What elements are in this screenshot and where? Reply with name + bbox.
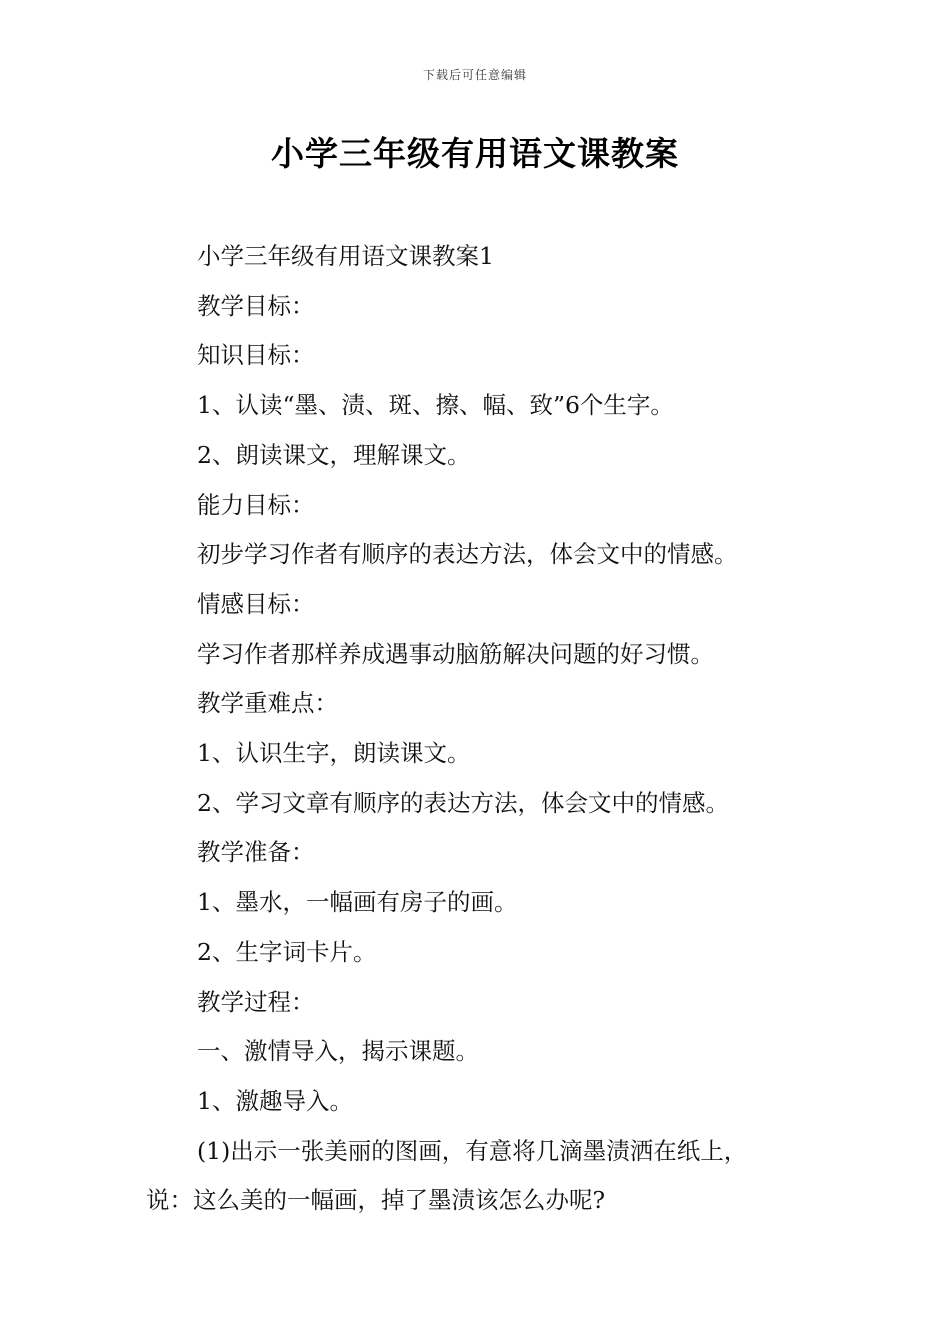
paragraph: 学习作者那样养成遇事动脑筋解决问题的好习惯。 [197,639,714,668]
paragraph: 能力目标： [197,490,315,519]
paragraph: (1)出示一张美丽的图画，有意将几滴墨渍洒在纸上， [197,1136,748,1165]
paragraph: 小学三年级有用语文课教案1 [197,242,494,270]
header-note: 下载后可任意编辑 [422,68,527,82]
paragraph: 教学目标： [197,291,315,320]
paragraph: 1、认识生字，朗读课文。 [197,739,471,768]
paragraph: 初步学习作者有顺序的表达方法，体会文中的情感。 [197,540,738,569]
paragraph: 教学准备： [197,838,315,867]
paragraph: 1、激趣导入。 [197,1086,353,1115]
paragraph: 情感目标： [197,589,315,618]
document-title: 小学三年级有用语文课教案 [271,134,679,173]
document-body [146,232,816,1226]
paragraph: 1、认读“墨、渍、斑、擦、幅、致”6个生字。 [197,391,674,420]
paragraph: 1、墨水，一幅画有房子的画。 [197,888,518,917]
paragraph: 一、激情导入，揭示课题。 [197,1037,479,1066]
paragraph: 教学过程： [197,987,315,1016]
paragraph-continuation: 说：这么美的一幅画，掉了墨渍该怎么办呢? [146,1186,606,1215]
paragraph: 2、生字词卡片。 [197,937,377,966]
paragraph: 知识目标： [197,341,315,370]
paragraph: 教学重难点： [197,689,338,718]
paragraph: 2、学习文章有顺序的表达方法，体会文中的情感。 [197,788,729,817]
paragraph: 2、朗读课文，理解课文。 [197,440,471,469]
